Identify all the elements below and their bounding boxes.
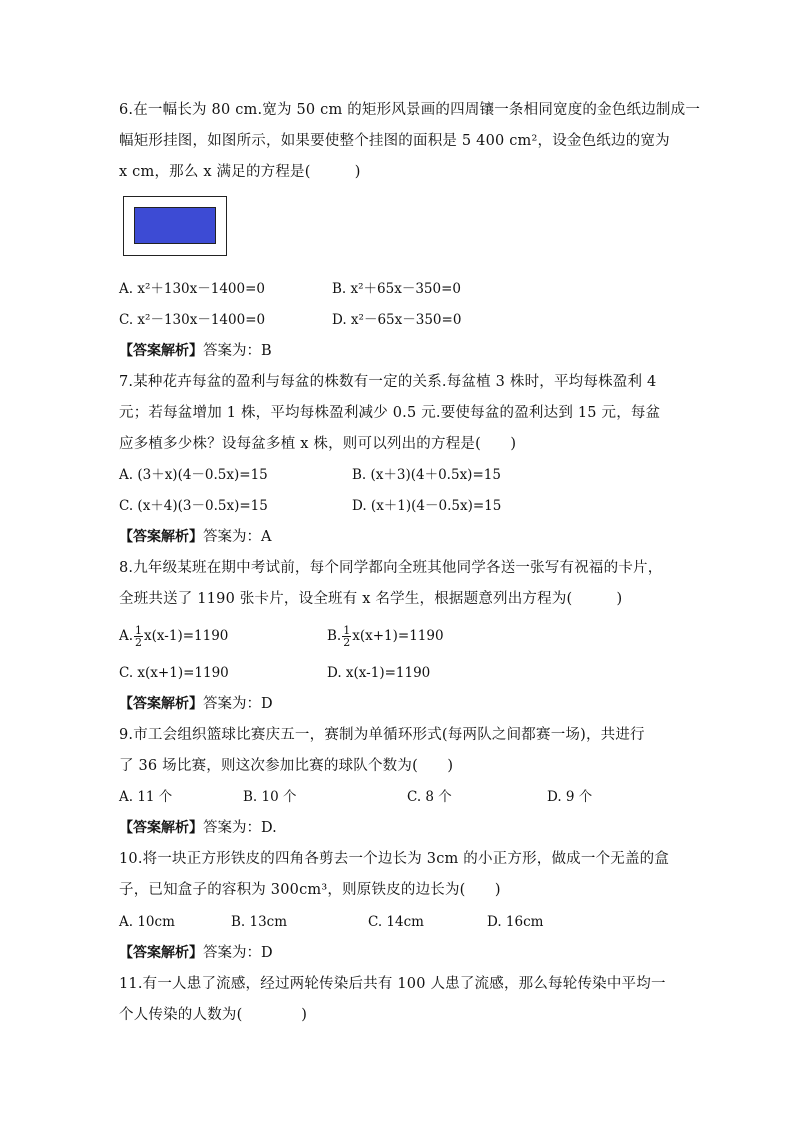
- fraction-denominator: 2: [135, 636, 143, 649]
- q7-line-2: 元；若每盆增加 1 株，平均每株盈利减少 0.5 元.要使每盆的盈利达到 15 元，每盆: [119, 405, 661, 421]
- q9-line-2: 了 36 场比赛，则这次参加比赛的球队个数为( ): [119, 758, 454, 774]
- answer-text: 答案为：D: [203, 696, 273, 712]
- q10-answer: [119, 943, 273, 963]
- framed-picture-figure: [123, 196, 227, 256]
- q9-option-c: C. 8 个: [407, 789, 452, 805]
- q8-option-c: C. x(x+1)=1190: [119, 665, 229, 681]
- q7-option-a: A. (3＋x)(4－0.5x)=15: [119, 467, 268, 483]
- option-expression: x(x+1)=1190: [352, 628, 444, 644]
- landscape-painting-area: [134, 207, 216, 244]
- option-letter: B.: [327, 628, 342, 644]
- q6-answer: [119, 341, 272, 361]
- q9-option-a: A. 11 个: [119, 789, 173, 805]
- q6-option-d: D. x²－65x－350=0: [332, 312, 462, 328]
- q10-line-1: 10.将一块正方形铁皮的四角各剪去一个边长为 3cm 的小正方形，做成一个无盖的盒: [119, 851, 670, 867]
- q6-line-2: 幅矩形挂图，如图所示，如果要使整个挂图的面积是 5 400 cm²，设金色纸边的宽为: [119, 133, 670, 149]
- answer-tag: 【答案解析】: [119, 343, 203, 359]
- q9-line-1: 9.市工会组织篮球比赛庆五一，赛制为单循环形式(每两队之间都赛一场)，共进行: [119, 727, 645, 743]
- fraction-numerator: 1: [343, 624, 351, 637]
- q7-answer: [119, 527, 271, 547]
- q9-option-d: D. 9 个: [547, 789, 593, 805]
- q9-answer: [119, 818, 277, 838]
- q8-option-b: [327, 625, 444, 648]
- q10-option-a: A. 10cm: [119, 914, 175, 930]
- q7-option-d: D. (x＋1)(4－0.5x)=15: [352, 498, 502, 514]
- q6-option-a: A. x²＋130x－1400=0: [119, 281, 265, 297]
- q10-option-c: C. 14cm: [368, 914, 424, 930]
- fraction-denominator: 2: [343, 636, 351, 649]
- answer-tag: 【答案解析】: [119, 945, 203, 961]
- q6-option-b: B. x²＋65x－350=0: [332, 281, 461, 297]
- q8-option-a: [119, 625, 228, 648]
- answer-text: 答案为：B: [203, 343, 272, 359]
- q10-line-2: 子，已知盒子的容积为 300cm³，则原铁皮的边长为( ): [119, 882, 501, 898]
- q7-line-3: 应多植多少株？设每盆多植 x 株，则可以列出的方程是( ): [119, 436, 517, 452]
- q8-line-2: 全班共送了 1190 张卡片，设全班有 x 名学生，根据题意列出方程为( ): [119, 591, 623, 607]
- q6-line-3: x cm，那么 x 满足的方程是( ): [119, 164, 361, 180]
- q10-option-d: D. 16cm: [487, 914, 544, 930]
- q7-line-1: 7.某种花卉每盆的盈利与每盆的株数有一定的关系.每盆植 3 株时，平均每株盈利 4: [119, 374, 657, 390]
- option-letter: A.: [119, 628, 134, 644]
- q6-line-1: 6.在一幅长为 80 cm.宽为 50 cm 的矩形风景画的四周镶一条相同宽度的金色纸边制成一: [119, 102, 701, 118]
- q8-answer: [119, 694, 273, 714]
- answer-tag: 【答案解析】: [119, 696, 203, 712]
- answer-tag: 【答案解析】: [119, 820, 203, 836]
- q9-option-b: B. 10 个: [243, 789, 297, 805]
- q8-line-1: 8.九年级某班在期中考试前，每个同学都向全班其他同学各送一张写有祝福的卡片，: [119, 560, 663, 576]
- option-expression: x(x-1)=1190: [144, 628, 229, 644]
- q7-option-c: C. (x＋4)(3－0.5x)=15: [119, 498, 268, 514]
- fraction-one-half: [342, 625, 351, 648]
- q8-option-d: D. x(x-1)=1190: [327, 665, 431, 681]
- q11-line-1: 11.有一人患了流感，经过两轮传染后共有 100 人患了流感，那么每轮传染中平均一: [119, 976, 666, 992]
- fraction-numerator: 1: [135, 624, 143, 637]
- answer-text: 答案为：D: [203, 945, 273, 961]
- answer-text: 答案为：D.: [203, 820, 277, 836]
- q10-option-b: B. 13cm: [231, 914, 288, 930]
- q11-line-2: 个人传染的人数为( ): [119, 1007, 308, 1023]
- fraction-one-half: [134, 625, 143, 648]
- answer-tag: 【答案解析】: [119, 529, 203, 545]
- q6-option-c: C. x²－130x－1400=0: [119, 312, 266, 328]
- q7-option-b: B. (x＋3)(4＋0.5x)=15: [352, 467, 501, 483]
- answer-text: 答案为：A: [203, 529, 272, 545]
